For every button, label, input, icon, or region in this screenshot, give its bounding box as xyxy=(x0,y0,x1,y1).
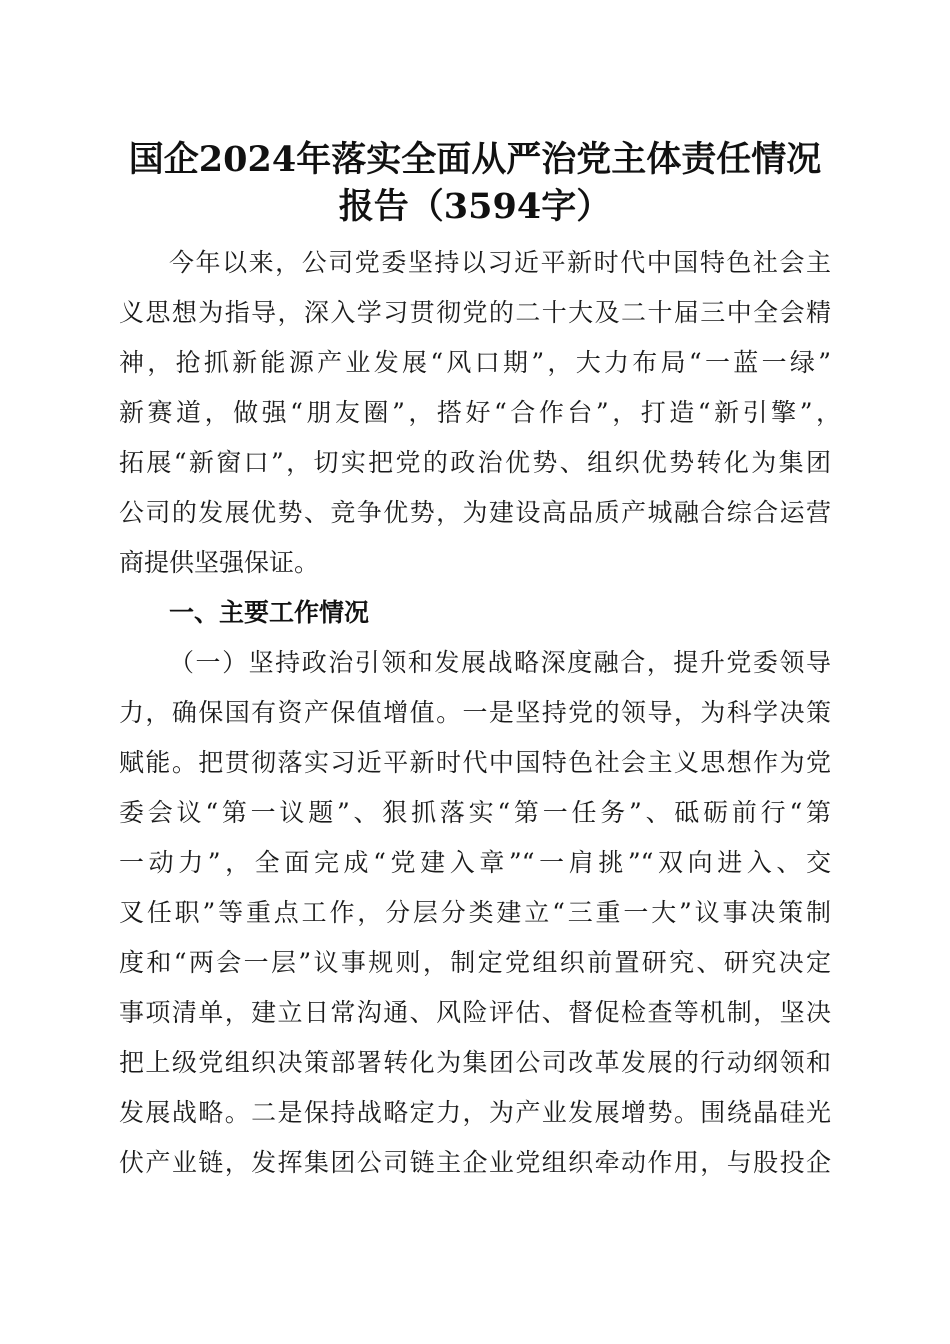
intro-line: 拓展“新窗口”，切实把党的政治优势、组织优势转化为集团 xyxy=(119,448,831,477)
body-line: 发展战略。二是保持战略定力，为产业发展增势。围绕晶硅光 xyxy=(119,1098,831,1127)
intro-line: 今年以来，公司党委坚持以习近平新时代中国特色社会主 xyxy=(169,248,831,277)
body-line: （一）坚持政治引领和发展战略深度融合，提升党委领导 xyxy=(169,648,831,677)
section-heading: 一、主要工作情况 xyxy=(169,598,370,627)
intro-line: 公司的发展优势、竞争优势，为建设高品质产城融合综合运营 xyxy=(119,498,831,527)
intro-line: 商提供坚强保证。 xyxy=(119,548,320,577)
intro-line: 神，抢抓新能源产业发展“风口期”，大力布局“一蓝一绿” xyxy=(119,348,831,377)
body-line: 委会议“第一议题”、狠抓落实“第一任务”、砥砺前行“第 xyxy=(119,798,831,827)
body-line: 伏产业链，发挥集团公司链主企业党组织牵动作用，与股投企 xyxy=(119,1148,831,1177)
body-line: 赋能。把贯彻落实习近平新时代中国特色社会主义思想作为党 xyxy=(119,748,831,777)
body-line: 力，确保国有资产保值增值。一是坚持党的领导，为科学决策 xyxy=(119,698,831,727)
body-line: 事项清单，建立日常沟通、风险评估、督促检查等机制，坚决 xyxy=(119,998,831,1027)
body-line: 度和“两会一层”议事规则，制定党组织前置研究、研究决定 xyxy=(119,948,831,977)
document-title-line-1: 国企2024年落实全面从严治党主体责任情况 xyxy=(128,139,822,180)
intro-line: 新赛道，做强“朋友圈”，搭好“合作台”，打造“新引擎”， xyxy=(119,398,841,427)
body-line: 叉任职”等重点工作，分层分类建立“三重一大”议事决策制 xyxy=(119,898,831,927)
document-title-line-2: 报告（3594字） xyxy=(338,186,612,227)
body-line: 把上级党组织决策部署转化为集团公司改革发展的行动纲领和 xyxy=(119,1048,831,1077)
body-line: 一动力”，全面完成“党建入章”“一肩挑”“双向进入、交 xyxy=(119,848,831,877)
intro-line: 义思想为指导，深入学习贯彻党的二十大及二十届三中全会精 xyxy=(119,298,831,327)
